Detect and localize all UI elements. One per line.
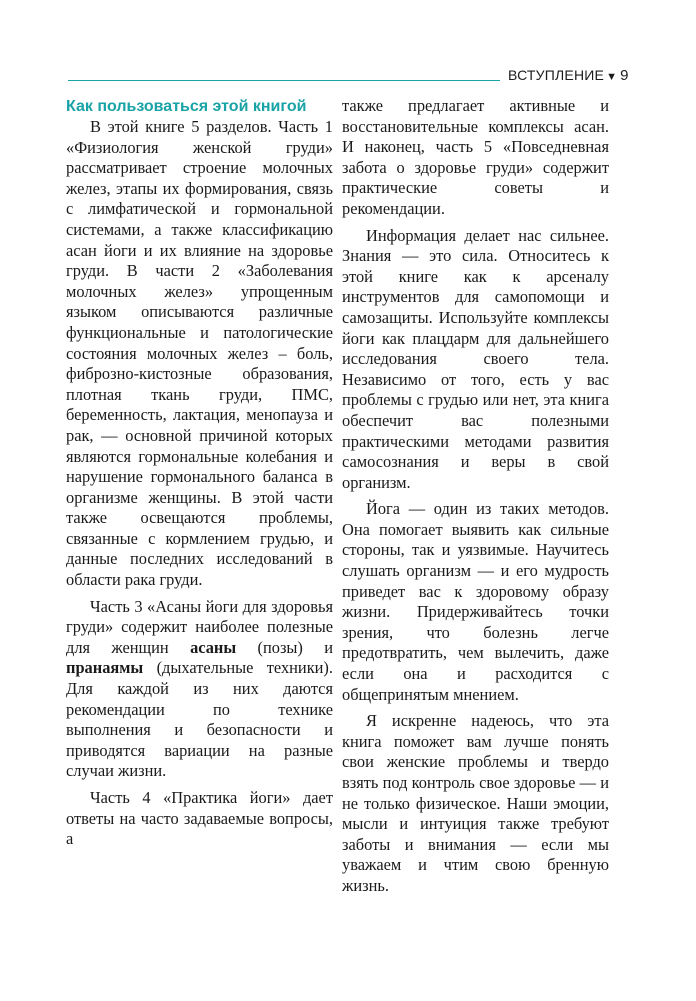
right-column (342, 96, 609, 903)
paragraph-5: Йога — один из таких методов. Она помогает выявить как сильные стороны, так и уязвимые. Научитесь слушать организм — и его мудрость приведет вас к здоровому образу жизни. Придерживайтесь точки зрения, что болезнь легче предотвратить, чем вылечить, даже если она и расходится с общепринятым мнением. (342, 499, 609, 704)
paragraph-2-text-b: (позы) и (257, 637, 333, 657)
page-number: 9 (620, 67, 629, 84)
paragraph-4: Информация делает нас сильнее. Знания — это сила. Относитесь к этой книге как к арсеналу инструментов для самопомощи и самозащиты. Используйте комплексы йоги как плацдарм для дальнейшего исследования своего тела. Независимо от того, есть у вас проблемы с грудью или нет, эта книга обеспечит вас полезными практическими методами развития самосознания и веры в свой организм. (342, 225, 609, 492)
section-title: ВСТУПЛЕНИЕ (508, 67, 605, 83)
paragraph-6: Я искренне надеюсь, что эта книга поможет вам лучше понять свои женские проблемы и твердо взять под контроль свое здоровье — и не только физическое. Наши эмоции, мысли и интуиция также требуют заботы и внимания — если мы уважаем и чтим свою бренную жизнь. (342, 711, 609, 895)
header-rule (68, 80, 500, 81)
paragraph-2-text-a: Часть 3 «Асаны йоги для здоровья груди» содержит наиболее полезные для женщин (66, 596, 333, 657)
paragraph-3: Часть 4 «Практика йоги» дает ответы на часто задаваемые вопросы, а (66, 788, 333, 849)
paragraph-2-text-c: (дыхательные техники). Для каждой из них даются рекомендации по технике выполнения и безопасности и приводятся вариации на разные случаи жизни. (66, 658, 333, 781)
term-asany: асаны (190, 637, 237, 657)
triangle-down-icon: ▼ (606, 71, 618, 83)
article-heading: Как пользоваться этой книгой (66, 98, 307, 115)
left-column (66, 96, 333, 856)
running-header (508, 67, 629, 84)
paragraph-2 (66, 597, 333, 782)
paragraph-1: В этой книге 5 разделов. Часть 1 «Физиология женской груди» рассматривает строение молочных желез, этапы их формирования, связь с лимфатической и гормональной системами, а также классификацию асан йоги и их влияние на здоровье груди. В части 2 «Заболевания молочных желез» упрощенным языком описываются различные функциональные и патологические состояния молочных желез – боль, фиброзно-кистозные образования, плотная ткань груди, ПМС, беременность, лактация, менопауза и рак, — основной причиной которых являются гормональные колебания и нарушение гормонального баланса в организме женщины. В этой части также освещаются проблемы, связанные с кормлением грудью, и данные последних исследований в области рака груди. (66, 117, 333, 590)
term-pranayamy: пранаямы (66, 658, 144, 678)
paragraph-3-continued: также предлагает активные и восстановительные комплексы асан. И наконец, часть 5 «Повседневная забота о здоровье груди» содержит практические советы и рекомендации. (342, 96, 609, 218)
